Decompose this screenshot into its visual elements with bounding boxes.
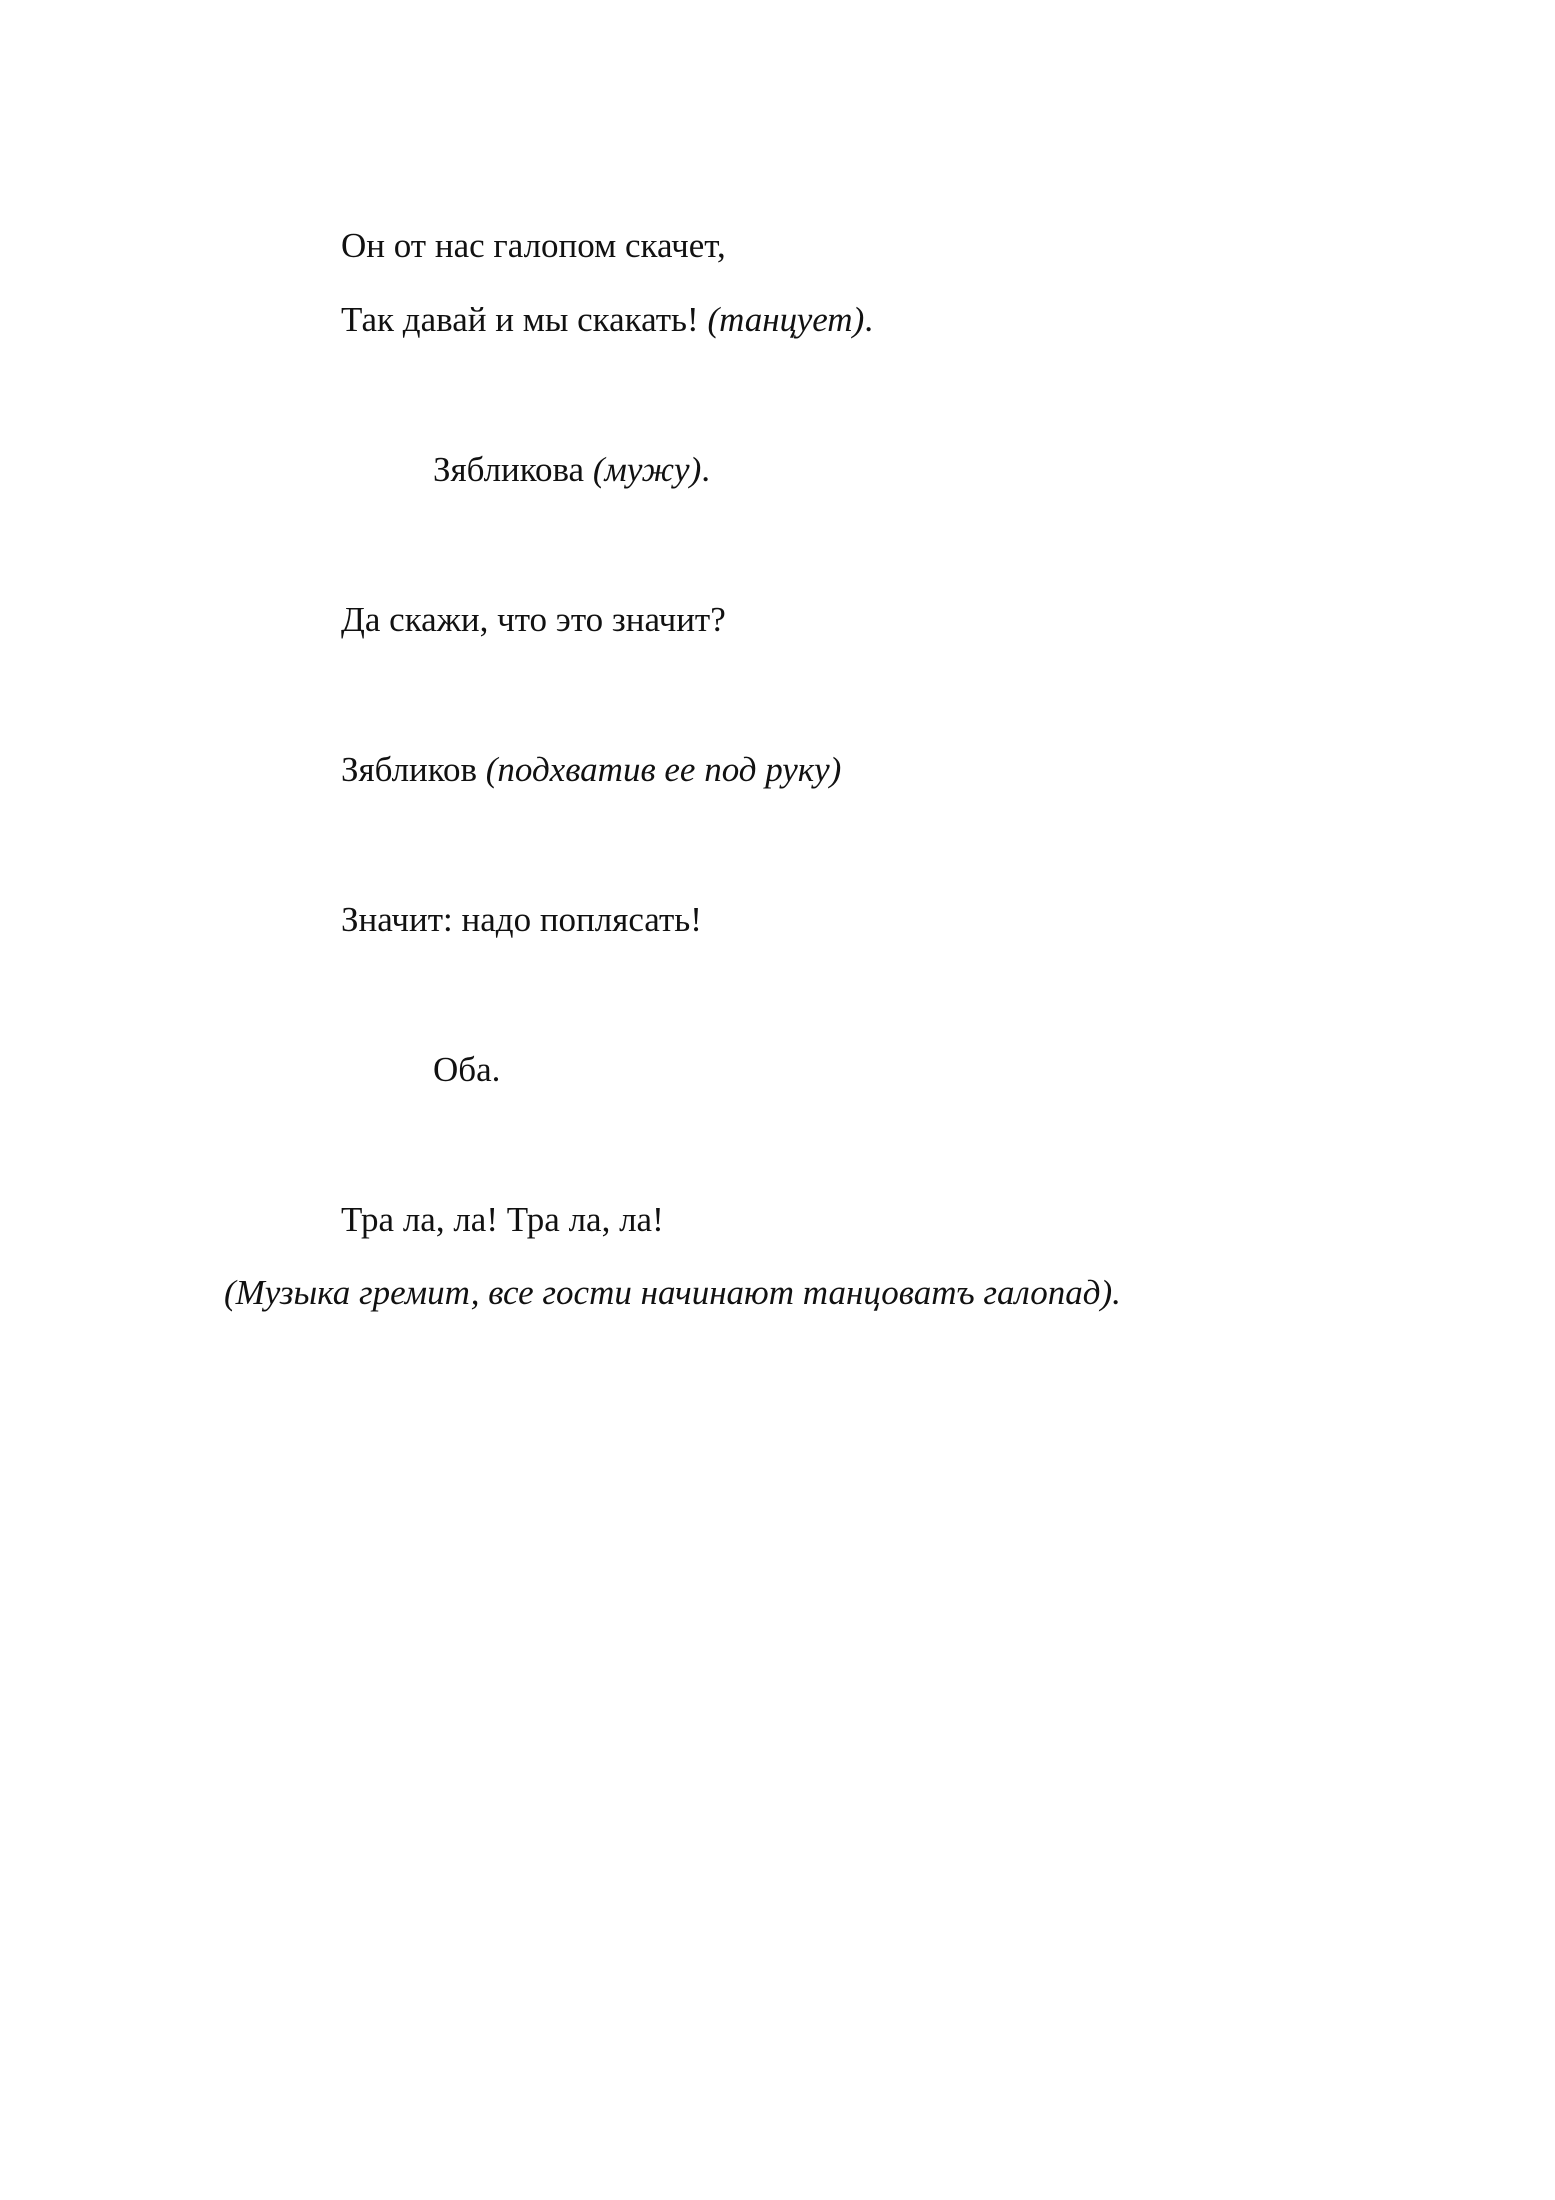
dialogue-line bbox=[341, 898, 702, 942]
stage-direction-inline: (подхватив ее под руку) bbox=[485, 750, 842, 789]
stage-direction-inline: (мужу) bbox=[592, 450, 702, 489]
stage-direction bbox=[224, 1271, 1121, 1315]
speaker-name: Зябликова bbox=[433, 450, 585, 489]
dialogue-line bbox=[341, 598, 726, 642]
verse-line bbox=[341, 224, 726, 268]
speaker-heading bbox=[433, 448, 710, 492]
verse-line-text: Так давай и мы скакать! bbox=[341, 300, 699, 339]
dialogue-line bbox=[341, 1198, 664, 1242]
dialogue-text: Значит: надо поплясать! bbox=[341, 900, 702, 939]
speaker-name: Оба. bbox=[433, 1050, 501, 1089]
speaker-name: Зябликов bbox=[341, 750, 478, 789]
verse-line bbox=[341, 298, 873, 342]
punctuation: . bbox=[864, 300, 873, 339]
verse-line-text: Он от нас галопом скачет, bbox=[341, 226, 726, 265]
speaker-heading bbox=[433, 1048, 500, 1092]
stage-direction-inline: (танцует) bbox=[707, 300, 865, 339]
dialogue-text: Да скажи, что это значит? bbox=[341, 600, 726, 639]
refrain-text: Тра ла, ла! Тра ла, ла! bbox=[341, 1200, 664, 1239]
stage-direction-text: (Музыка гремит, все гости начинают танцоватъ галопад). bbox=[224, 1273, 1121, 1312]
punctuation: . bbox=[701, 450, 710, 489]
speaker-heading bbox=[341, 748, 841, 792]
